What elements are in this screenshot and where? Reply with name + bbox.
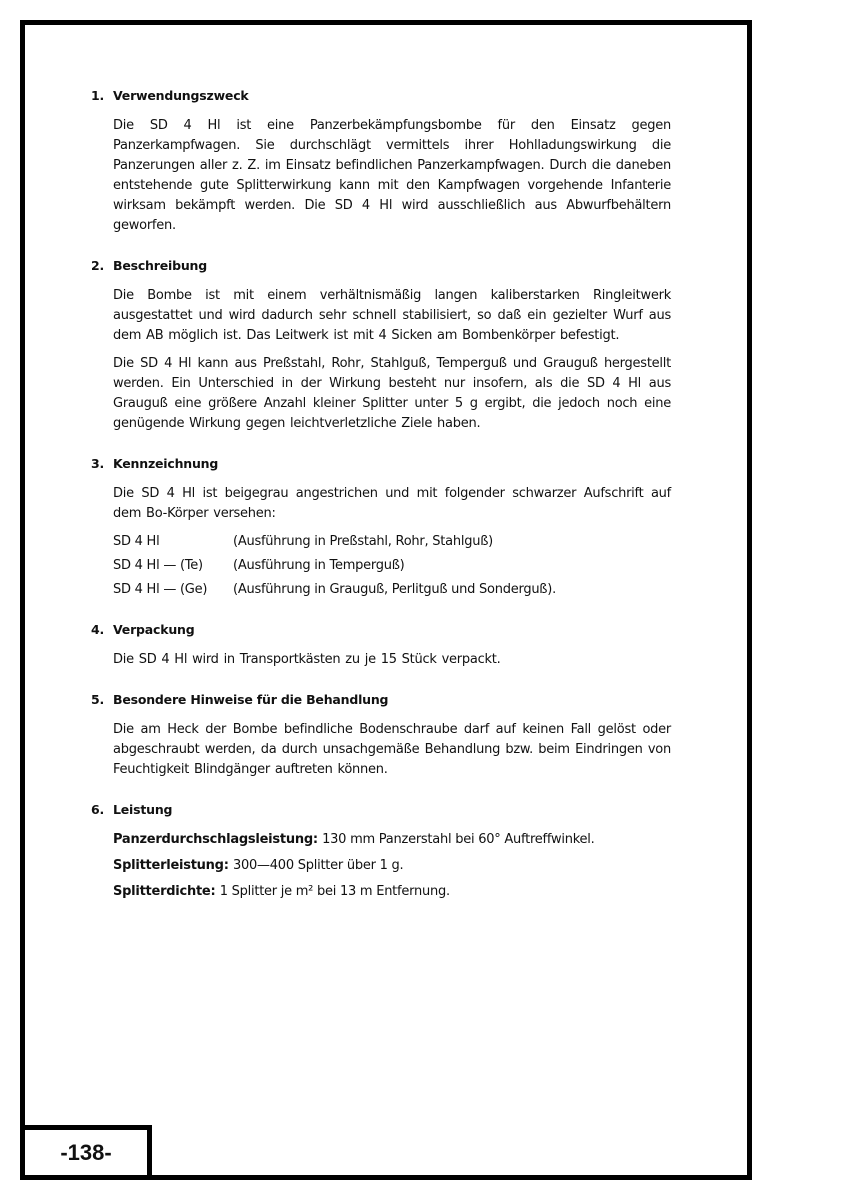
marking-description: (Ausführung in Grauguß, Perlitguß und Sonderguß). <box>233 582 556 597</box>
section-title: Besondere Hinweise für die Behandlung <box>113 692 389 707</box>
marking-code: SD 4 Hl — (Ge) <box>113 582 208 597</box>
paragraph: Die SD 4 Hl ist eine Panzerbekämpfungsbombe für den Einsatz gegen Panzerkampfwagen. Sie durchschlägt vermittels ihrer Hohlladungswirkung die Panzerungen aller z. Z. im Einsatz befindlichen Panzerkampfwagen. Durch die daneben entstehende gute Splitterwirkung kann mit den Kampfwagen vorgehende Infanterie wirksam bekämpft werden. Die SD 4 Hl wird ausschließlich aus Abwurfbehältern geworfen. <box>113 118 671 233</box>
paragraph: Die SD 4 Hl wird in Transportkästen zu je 15 Stück verpackt. <box>113 652 501 667</box>
paragraph: Die am Heck der Bombe befindliche Bodenschraube darf auf keinen Fall gelöst oder abgeschraubt werden, da durch unsachgemäße Behandlung bzw. beim Eindringen von Feuchtigkeit Blindgänger auftreten können. <box>113 722 671 777</box>
marking-code: SD 4 Hl <box>113 534 160 549</box>
section-number: 5. <box>91 692 105 707</box>
performance-value: 130 mm Panzerstahl bei 60° Auftreffwinkel. <box>322 832 595 847</box>
section-performance <box>91 802 671 902</box>
section-handling-notes <box>91 692 671 780</box>
performance-label: Splitterdichte: <box>113 884 220 899</box>
performance-row <box>113 830 671 850</box>
section-title: Beschreibung <box>113 258 207 273</box>
section-heading <box>91 692 671 707</box>
performance-value: 300—400 Splitter über 1 g. <box>232 858 404 873</box>
section-packaging <box>91 622 671 670</box>
section-heading <box>91 802 671 817</box>
paragraph: Die SD 4 Hl kann aus Preßstahl, Rohr, Stahlguß, Temperguß und Grauguß hergestellt werden. Ein Unterschied in der Wirkung besteht nur insofern, als die SD 4 Hl aus Grauguß eine größere Anzahl kleiner Splitter unter 5 g ergibt, die jedoch noch eine genügende Wirkung gegen leichtverletzliche Ziele haben. <box>113 356 671 431</box>
section-heading <box>91 622 671 637</box>
performance-row <box>113 882 671 902</box>
marking-code: SD 4 Hl — (Te) <box>113 558 203 573</box>
section-number: 1. <box>91 88 105 103</box>
section-number: 4. <box>91 622 105 637</box>
performance-label: Panzerdurchschlagsleistung: <box>113 832 323 847</box>
marking-description: (Ausführung in Temperguß) <box>233 558 405 573</box>
performance-label: Splitterleistung: <box>113 858 233 873</box>
section-heading <box>91 456 671 471</box>
section-marking <box>91 456 671 600</box>
page-number: -138- <box>60 1139 112 1165</box>
document-body <box>91 88 671 924</box>
section-purpose <box>91 88 671 236</box>
section-title: Kennzeichnung <box>113 456 219 471</box>
performance-value: 1 Splitter je m² bei 13 m Entfernung. <box>219 884 450 899</box>
section-heading <box>91 258 671 273</box>
marking-description: (Ausführung in Preßstahl, Rohr, Stahlguß) <box>233 534 493 549</box>
performance-row <box>113 856 671 876</box>
marking-row <box>113 580 671 600</box>
page-number-box <box>20 1125 152 1180</box>
marking-row <box>113 532 671 552</box>
marking-row <box>113 556 671 576</box>
section-heading <box>91 88 671 103</box>
section-number: 3. <box>91 456 105 471</box>
section-title: Verpackung <box>113 622 195 637</box>
section-title: Verwendungszweck <box>113 88 249 103</box>
paragraph: Die SD 4 Hl ist beigegrau angestrichen und mit folgender schwarzer Aufschrift auf dem Bo-Körper versehen: <box>113 486 671 521</box>
section-title: Leistung <box>113 802 173 817</box>
section-number: 6. <box>91 802 105 817</box>
section-description <box>91 258 671 434</box>
paragraph: Die Bombe ist mit einem verhältnismäßig langen kaliberstarken Ringleitwerk ausgestattet und wird dadurch sehr schnell stabilisiert, so daß ein gezielter Wurf aus dem AB möglich ist. Das Leitwerk ist mit 4 Sicken am Bombenkörper befestigt. <box>113 288 671 343</box>
section-number: 2. <box>91 258 105 273</box>
